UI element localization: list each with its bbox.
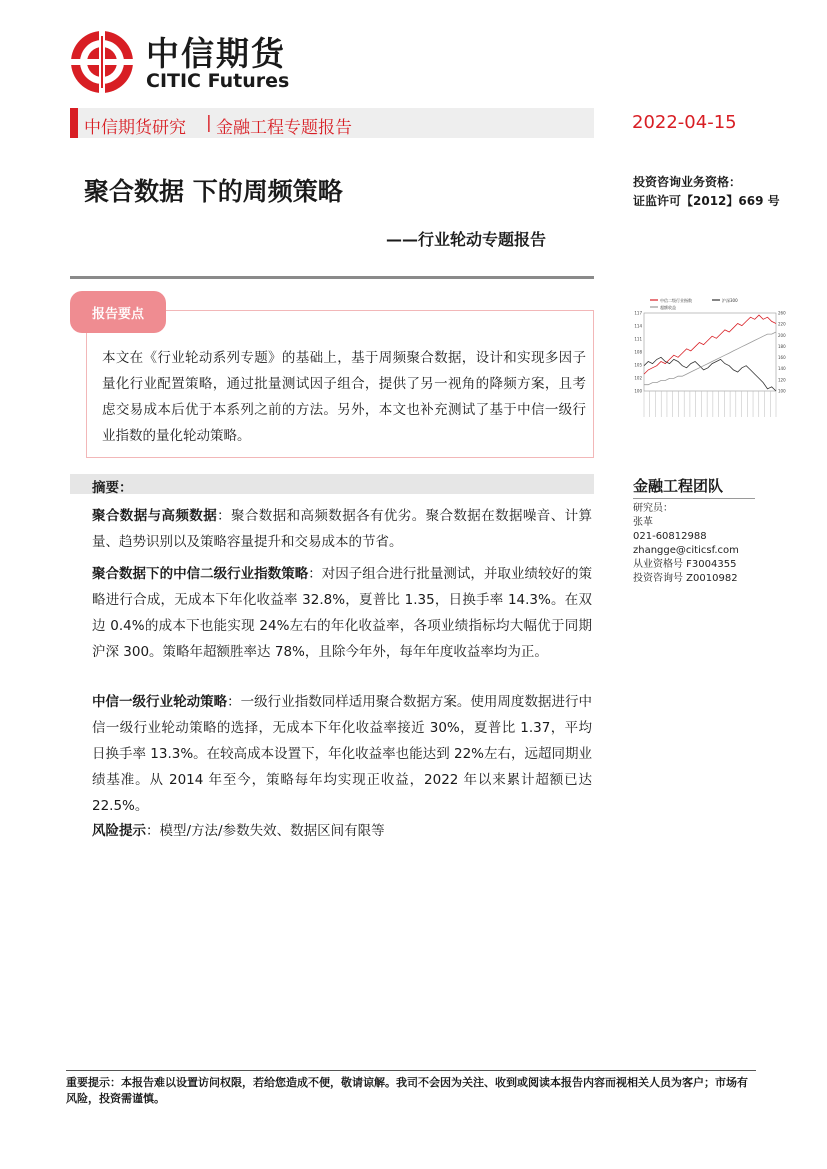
y-tick-label-left: 114 (634, 323, 642, 329)
y-tick-label-left: 111 (634, 336, 642, 342)
y-tick-label-left: 102 (634, 375, 642, 381)
key-points-tab: 报告要点 (70, 291, 166, 333)
team-title: 金融工程团队 (633, 477, 724, 495)
section-heading: 中信一级行业轮动策略 (92, 694, 228, 710)
key-points-text: 本文在《行业轮动系列专题》的基础上，基于周频聚合数据，设计和实现多因子量化行业配置策略，通过批量测试因子组合，提供了另一视角的降频方案，且考虑交易成本后优于本系列之前的方法。另外，本文也补充测试了基于中信一级行业指数的量化轮动策略。 (102, 350, 586, 444)
y-tick-label-left: 108 (634, 349, 642, 355)
section-body: ：模型/方法/参数失效、数据区间有限等 (146, 823, 385, 839)
header-accent (70, 108, 78, 138)
consulting-number: 投资咨询号 Z0010982 (633, 573, 738, 584)
section-body: ：对因子组合进行批量测试，并取业绩较好的策略进行合成，无成本下年化收益率 32.8%，夏普比 1.35，日换手率 14.3%。在双边 0.4%的成本下也能实现 24%左右的年化收益率，各项业绩指标均大幅优于同期沪深 300。策略年超额胜率达 78%，且除今年外，每年年度收益率均为正。 (92, 566, 593, 660)
y-tick-label-right: 180 (778, 343, 786, 349)
license-number: 证监许可【2012】669 号 (633, 194, 780, 208)
researcher-email[interactable]: zhangge@citicsf.com (633, 545, 739, 556)
section-body: ：聚合数据和高频数据各有优劣。聚合数据在数据噪音、计算量、趋势识别以及策略容量提升和交易成本的节省。 (92, 508, 593, 550)
legend-label: 中信二级行业指数 (660, 298, 692, 303)
researcher-phone: 021-60812988 (633, 531, 707, 542)
department-label: 中信期货研究 (84, 118, 186, 138)
summary-section-3 (92, 689, 592, 819)
y-tick-label-right: 160 (778, 355, 786, 361)
report-type: 金融工程专题报告 (216, 118, 352, 138)
performance-chart (630, 295, 795, 425)
y-tick-label-right: 200 (778, 332, 786, 338)
title-divider (70, 276, 594, 279)
summary-bar (70, 474, 594, 494)
legend-label: 沪深300 (722, 298, 738, 303)
chart-plot-area (644, 313, 776, 391)
section-heading: 聚合数据下的中信二级行业指数策略 (92, 566, 309, 582)
researcher-label: 研究员： (633, 503, 673, 514)
summary-section-1 (92, 503, 592, 555)
report-subtitle: ——行业轮动专题报告 (386, 230, 547, 249)
y-tick-label-left: 100 (634, 388, 642, 394)
y-tick-label-right: 100 (778, 388, 786, 394)
summary-section-2 (92, 561, 592, 665)
series-line (644, 332, 776, 385)
risk-warning (92, 818, 592, 844)
qualification-number: 从业资格号 F3004355 (633, 559, 737, 570)
brand-name-cn: 中信期货 (146, 34, 286, 73)
license-label: 投资咨询业务资格： (633, 175, 742, 189)
brand-name-en: CITIC Futures (146, 70, 290, 92)
summary-label: 摘要： (92, 480, 133, 496)
header-separator: | (206, 113, 212, 133)
section-heading: 风险提示 (92, 823, 146, 839)
team-divider (633, 498, 755, 499)
report-date: 2022-04-15 (632, 112, 737, 133)
footer-divider (66, 1070, 756, 1071)
y-tick-label-right: 260 (778, 310, 786, 316)
legend-label: 超额收益 (660, 305, 676, 310)
researcher-name: 张革 (633, 517, 653, 528)
report-title: 聚合数据 下的周频策略 (84, 177, 343, 206)
footer-disclaimer: 重要提示：本报告难以设置访问权限，若给您造成不便，敬请谅解。我司不会因为关注、收到或阅读本报告内容而视相关人员为客户；市场有风险，投资需谨慎。 (66, 1076, 748, 1105)
y-tick-label-left: 117 (634, 310, 642, 316)
y-tick-label-right: 120 (778, 377, 786, 383)
y-tick-label-right: 140 (778, 366, 786, 372)
section-body: ：一级行业指数同样适用聚合数据方案。使用周度数据进行中信一级行业轮动策略的选择，无成本下年化收益率接近 30%，夏普比 1.37，平均日换手率 13.3%。在较高成本设置下，年化收益率也能达到 22%左右，远超同期业绩基准。从 2014 年至今，策略每年均实现正收益，2022 年以来累计超额已达 22.5%。 (92, 694, 593, 814)
citic-logo-icon (70, 30, 134, 94)
y-tick-label-right: 220 (778, 321, 786, 327)
y-tick-label-left: 105 (634, 362, 642, 368)
section-heading: 聚合数据与高频数据 (92, 508, 218, 524)
